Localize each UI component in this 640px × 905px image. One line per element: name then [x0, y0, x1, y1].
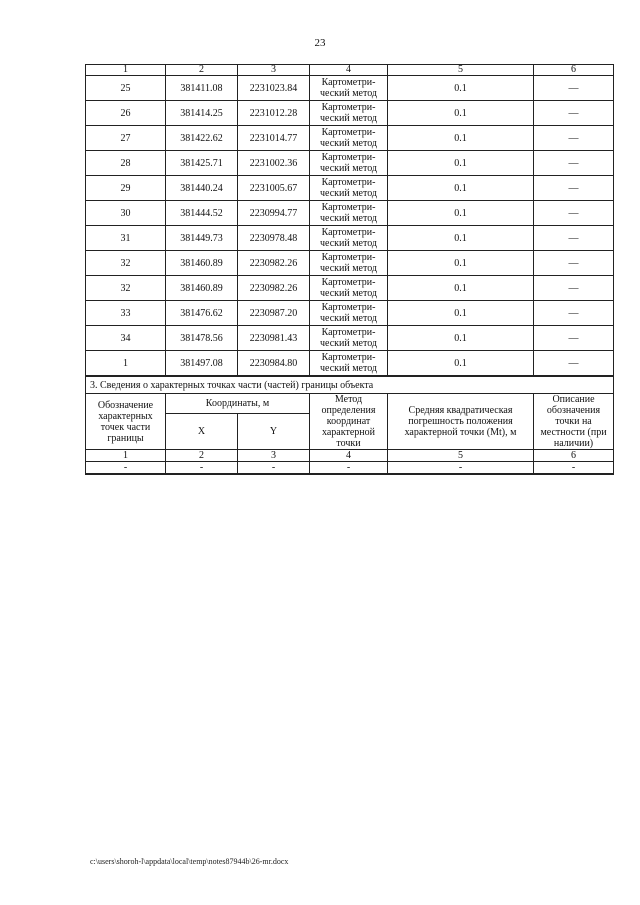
point-number-cell: 33	[86, 301, 166, 326]
point-number-cell: 29	[86, 176, 166, 201]
point-number-cell: 32	[86, 276, 166, 301]
table-row	[86, 76, 614, 101]
column-number: 6	[534, 65, 614, 76]
header-y: Y	[238, 413, 310, 449]
header-description: Описание обозначения точки на местности (при наличии)	[534, 394, 614, 450]
method-cell: Картометри-ческий метод	[310, 301, 388, 326]
mt-value-cell: 0.1	[388, 176, 534, 201]
column-number: 6	[534, 450, 614, 462]
point-number-cell: 30	[86, 201, 166, 226]
empty-cell: -	[86, 462, 166, 475]
column-number: 2	[166, 65, 238, 76]
coord-x-cell: 381440.24	[166, 176, 238, 201]
mt-value-cell: 0.1	[388, 251, 534, 276]
description-cell: —	[534, 151, 614, 176]
table-row	[86, 126, 614, 151]
coord-x-cell: 381497.08	[166, 351, 238, 377]
column-number: 2	[166, 450, 238, 462]
column-number: 1	[86, 65, 166, 76]
description-cell: —	[534, 226, 614, 251]
points-table	[85, 64, 614, 475]
section3-title: 3. Сведения о характерных точках части (частей) границы объекта	[86, 376, 614, 394]
mt-value-cell: 0.1	[388, 201, 534, 226]
coord-x-cell: 381414.25	[166, 101, 238, 126]
header-coordinates: Координаты, м	[166, 394, 310, 414]
mt-value-cell: 0.1	[388, 351, 534, 377]
table-row	[86, 251, 614, 276]
mt-value-cell: 0.1	[388, 101, 534, 126]
coord-y-cell: 2230987.20	[238, 301, 310, 326]
point-number-cell: 34	[86, 326, 166, 351]
header-x: X	[166, 413, 238, 449]
description-cell: —	[534, 76, 614, 101]
point-number-cell: 32	[86, 251, 166, 276]
empty-cell: -	[388, 462, 534, 475]
header-mt: Средняя квадратическая погрешность положения характерной точки (Mt), м	[388, 394, 534, 450]
header-designation: Обозначение характерных точек части границы	[86, 394, 166, 450]
column-number: 5	[388, 450, 534, 462]
point-number-cell: 1	[86, 351, 166, 377]
mt-value-cell: 0.1	[388, 126, 534, 151]
coord-y-cell: 2231005.67	[238, 176, 310, 201]
coord-y-cell: 2231023.84	[238, 76, 310, 101]
section3-empty-row	[86, 462, 614, 475]
empty-cell: -	[310, 462, 388, 475]
coord-y-cell: 2230994.77	[238, 201, 310, 226]
coord-y-cell: 2230982.26	[238, 276, 310, 301]
coord-y-cell: 2230982.26	[238, 251, 310, 276]
coord-x-cell: 381425.71	[166, 151, 238, 176]
table-row	[86, 201, 614, 226]
coord-y-cell: 2230978.48	[238, 226, 310, 251]
point-number-cell: 25	[86, 76, 166, 101]
section3-column-number-row	[86, 450, 614, 462]
column-number: 4	[310, 65, 388, 76]
description-cell: —	[534, 101, 614, 126]
method-cell: Картометри-ческий метод	[310, 126, 388, 151]
page-number: 23	[314, 37, 326, 49]
coord-x-cell: 381460.89	[166, 276, 238, 301]
table-row	[86, 301, 614, 326]
description-cell: —	[534, 201, 614, 226]
coord-y-cell: 2231014.77	[238, 126, 310, 151]
method-cell: Картометри-ческий метод	[310, 101, 388, 126]
description-cell: —	[534, 301, 614, 326]
mt-value-cell: 0.1	[388, 276, 534, 301]
coord-x-cell: 381460.89	[166, 251, 238, 276]
column-number: 5	[388, 65, 534, 76]
description-cell: —	[534, 251, 614, 276]
coord-y-cell: 2231002.36	[238, 151, 310, 176]
coord-x-cell: 381476.62	[166, 301, 238, 326]
description-cell: —	[534, 176, 614, 201]
table-row	[86, 276, 614, 301]
footer-file-path: c:\users\shoroh-l\appdata\local\temp\notes87944b\26-mr.docx	[90, 857, 289, 866]
method-cell: Картометри-ческий метод	[310, 276, 388, 301]
description-cell: —	[534, 351, 614, 377]
column-number-row	[86, 65, 614, 76]
point-number-cell: 27	[86, 126, 166, 151]
coord-y-cell: 2230984.80	[238, 351, 310, 377]
coord-y-cell: 2230981.43	[238, 326, 310, 351]
mt-value-cell: 0.1	[388, 326, 534, 351]
section3-header-row	[86, 394, 614, 414]
coord-y-cell: 2231012.28	[238, 101, 310, 126]
description-cell: —	[534, 326, 614, 351]
method-cell: Картометри-ческий метод	[310, 326, 388, 351]
mt-value-cell: 0.1	[388, 226, 534, 251]
description-cell: —	[534, 276, 614, 301]
table-row	[86, 101, 614, 126]
coord-x-cell: 381449.73	[166, 226, 238, 251]
table-row	[86, 326, 614, 351]
column-number: 4	[310, 450, 388, 462]
point-number-cell: 28	[86, 151, 166, 176]
table-row	[86, 176, 614, 201]
description-cell: —	[534, 126, 614, 151]
table-row	[86, 351, 614, 377]
column-number: 1	[86, 450, 166, 462]
section3-title-row	[86, 376, 614, 394]
mt-value-cell: 0.1	[388, 76, 534, 101]
method-cell: Картометри-ческий метод	[310, 201, 388, 226]
empty-cell: -	[238, 462, 310, 475]
column-number: 3	[238, 450, 310, 462]
coord-x-cell: 381411.08	[166, 76, 238, 101]
point-number-cell: 31	[86, 226, 166, 251]
mt-value-cell: 0.1	[388, 301, 534, 326]
method-cell: Картометри-ческий метод	[310, 351, 388, 377]
method-cell: Картометри-ческий метод	[310, 76, 388, 101]
header-method: Метод определения координат характерной точки	[310, 394, 388, 450]
point-number-cell: 26	[86, 101, 166, 126]
coord-x-cell: 381444.52	[166, 201, 238, 226]
method-cell: Картометри-ческий метод	[310, 176, 388, 201]
table-row	[86, 151, 614, 176]
coord-x-cell: 381422.62	[166, 126, 238, 151]
empty-cell: -	[534, 462, 614, 475]
method-cell: Картометри-ческий метод	[310, 226, 388, 251]
coord-x-cell: 381478.56	[166, 326, 238, 351]
mt-value-cell: 0.1	[388, 151, 534, 176]
method-cell: Картометри-ческий метод	[310, 251, 388, 276]
table-row	[86, 226, 614, 251]
column-number: 3	[238, 65, 310, 76]
empty-cell: -	[166, 462, 238, 475]
method-cell: Картометри-ческий метод	[310, 151, 388, 176]
